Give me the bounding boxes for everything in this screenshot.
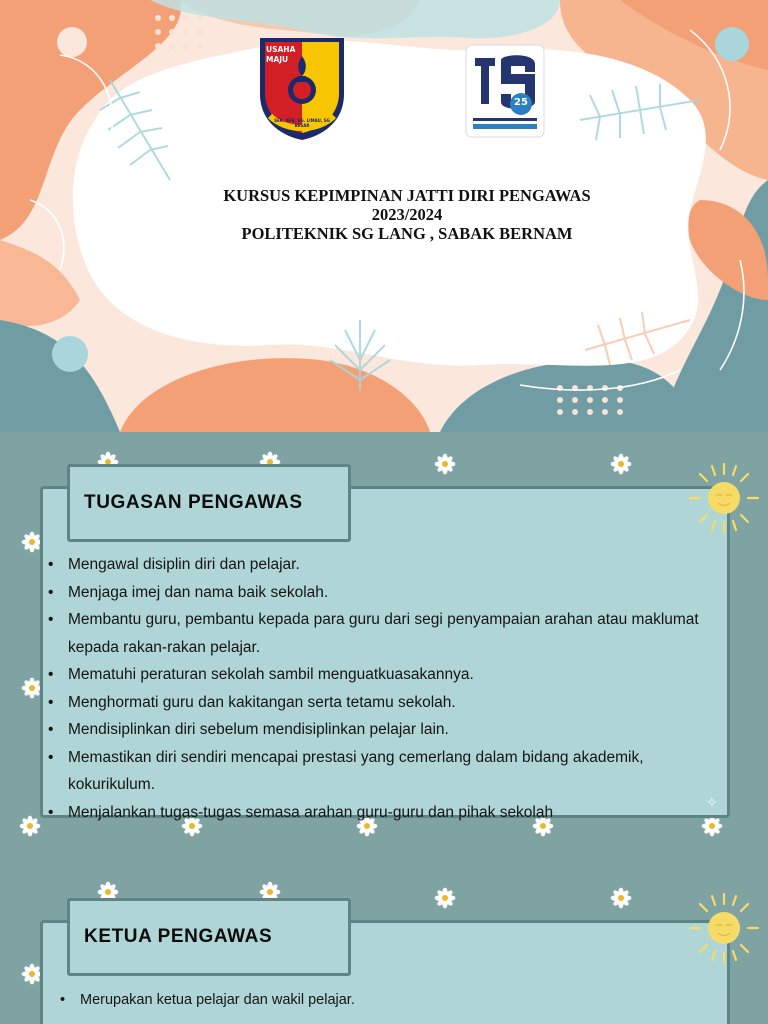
- list-item: • Membantu guru, pembantu kepada para guru dari segi penyampaian arahan atau maklumat kepada rakan-rakan pelajar.: [48, 606, 724, 661]
- course-title-line-1: KURSUS KEPIMPINAN JATTI DIRI PENGAWAS: [223, 186, 591, 205]
- event-logo: [465, 44, 545, 138]
- head-prefect-heading: KETUA PENGAWAS: [84, 926, 273, 947]
- title-slide: [0, 0, 768, 432]
- course-title-line-3: POLITEKNIK SG LANG , SABAK BERNAM: [241, 224, 573, 243]
- list-item: • Menghormati guru dan kakitangan serta tetamu sekolah.: [48, 689, 724, 717]
- course-title-line-2: 2023/2024: [371, 205, 443, 224]
- ts-logo-number: 25: [514, 97, 528, 108]
- course-title: [140, 186, 674, 243]
- list-item: • Memastikan diri sendiri mencapai prestasi yang cemerlang dalam bidang akademik, kokurikulum.: [48, 744, 724, 799]
- list-item: • Merupakan ketua pelajar dan wakil pelajar.: [60, 988, 720, 1012]
- sun-icon: [686, 460, 762, 536]
- school-ribbon-text: SEK. KEB. SG. LIMAU, SG BESAR: [274, 118, 330, 128]
- sparkle-icon: ✧: [706, 794, 718, 810]
- school-motto: USAHA MAJU: [266, 45, 296, 64]
- duties-heading: TUGASAN PENGAWAS: [84, 492, 303, 513]
- head-prefect-heading-box: [67, 898, 351, 976]
- list-item: • Menjalankan tugas-tugas semasa arahan guru-guru dan pihak sekolah: [48, 799, 724, 827]
- head-prefect-slide: [0, 868, 768, 1024]
- sun-icon: [686, 890, 762, 966]
- list-item: • Mendisiplinkan diri sebelum mendisiplinkan pelajar lain.: [48, 716, 724, 744]
- head-prefect-list: [60, 988, 720, 1012]
- list-item: • Mengawal disiplin diri dan pelajar.: [48, 551, 724, 579]
- school-crest-logo: [256, 36, 348, 142]
- duties-heading-box: [67, 464, 351, 542]
- list-item: • Menjaga imej dan nama baik sekolah.: [48, 579, 724, 607]
- ts25-logo-icon: [465, 44, 545, 138]
- list-item: • Mematuhi peraturan sekolah sambil menguatkuasakannya.: [48, 661, 724, 689]
- duties-list: [48, 551, 724, 826]
- duties-slide: [0, 434, 768, 866]
